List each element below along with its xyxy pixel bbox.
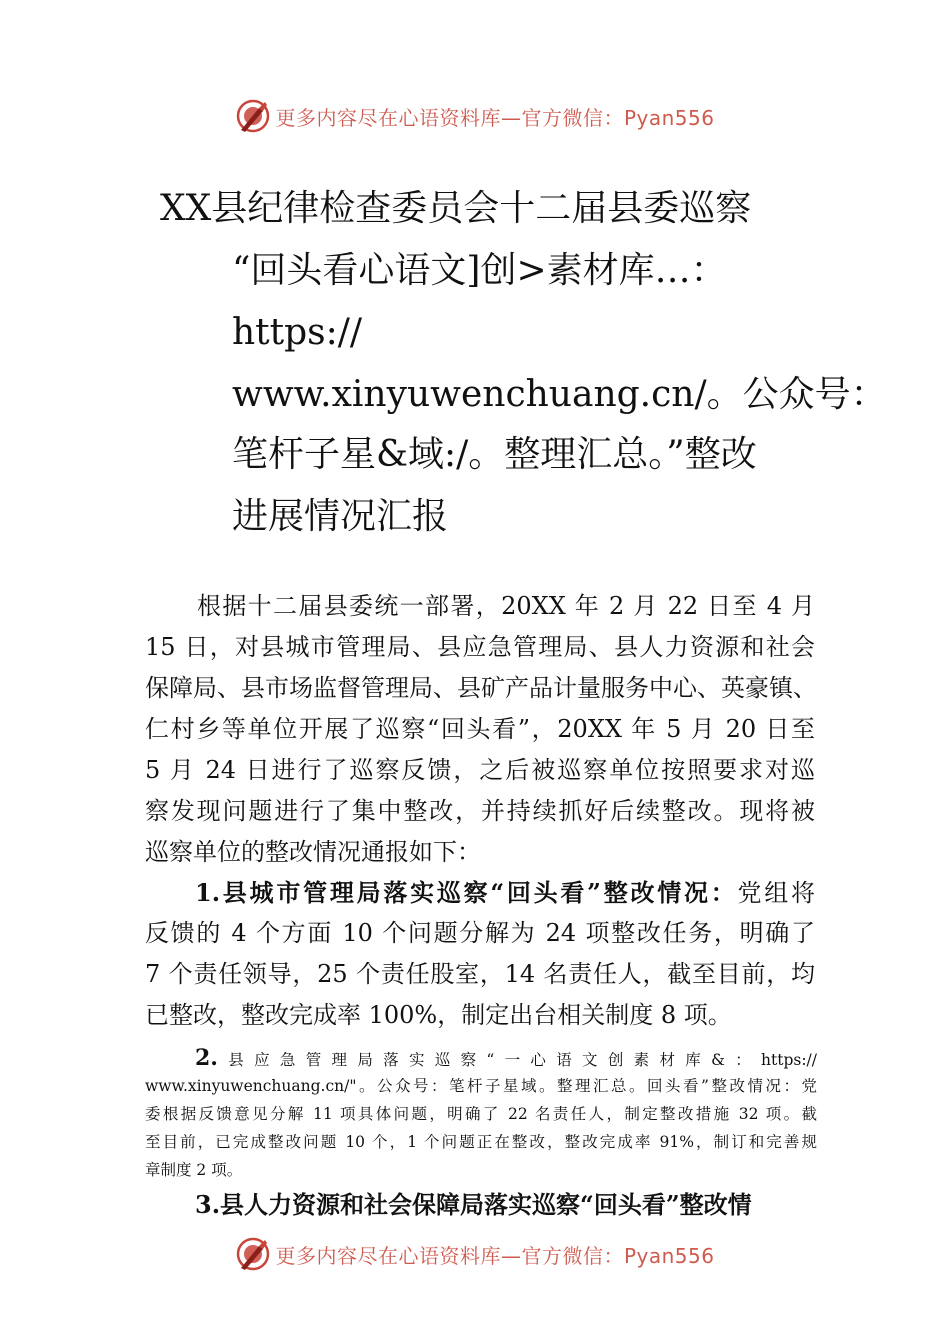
intro-paragraph <box>145 586 815 873</box>
item-1-paragraph <box>145 872 815 1036</box>
text-line: 仁村乡等单位开展了巡察“回头看”，20XX 年 5 月 20 日至 <box>145 715 815 743</box>
banner-text: 更多内容尽在心语资料库—官方微信：Pyan556 <box>275 1243 715 1268</box>
text-line: 根据十二届县委统一部署，20XX 年 2 月 22 日至 4 月 <box>197 592 815 620</box>
footer-banner <box>0 1234 950 1274</box>
title-line: www.xinyuwenchuang.cn/。公众号： <box>232 374 887 415</box>
text-line: 5 月 24 日进行了巡察反馈，之后被巡察单位按照要求对巡 <box>145 756 815 784</box>
title-line: https:// <box>232 312 363 353</box>
item-2-paragraph <box>145 1044 817 1184</box>
text-line: 15 日，对县城市管理局、县应急管理局、县人力资源和社会 <box>145 633 815 661</box>
text-line: 至目前，已完成整改问题 10 个，1 个问题正在整改，整改完成率 91%，制订和完善规 <box>145 1133 817 1151</box>
title-line: “回头看心语文]创>素材库…： <box>232 250 727 291</box>
text-line: 已整改，整改完成率 100%，制定出台相关制度 8 项。 <box>145 1001 732 1029</box>
text-line: 保障局、县市场监督管理局、县矿产品计量服务中心、英豪镇、 <box>145 674 817 702</box>
item-2-first-line <box>145 1044 817 1072</box>
header-banner <box>0 96 950 136</box>
brush-logo-icon <box>235 1236 271 1272</box>
text-line: 7 个责任领导，25 个责任股室，14 名责任人，截至目前，均 <box>145 960 815 988</box>
text-line: 察发现问题进行了集中整改，并持续抓好后续整改。现将被 <box>145 797 815 825</box>
banner-text: 更多内容尽在心语资料库—官方微信：Pyan556 <box>275 105 715 130</box>
brush-logo-icon <box>235 98 271 134</box>
title-line: 进展情况汇报 <box>232 496 449 537</box>
item-1-first-line <box>145 872 815 913</box>
title-line: XX县纪律检查委员会十二届县委巡察 <box>160 188 752 229</box>
item-1-heading: 1.县城市管理局落实巡察“回头看”整改情况： <box>195 878 738 907</box>
title-line: 笔杆子星&域:/。整理汇总。”整改 <box>232 434 757 475</box>
item-1-first-rest: 党组将 <box>737 879 815 907</box>
text-line: 反馈的 4 个方面 10 个问题分解为 24 项整改任务，明确了 <box>145 919 815 947</box>
item-2-number: 2. <box>195 1045 218 1071</box>
text-line: www.xinyuwenchuang.cn/"。公众号：笔杆子星域。整理汇总。回头看”整改情况：党 <box>145 1077 817 1095</box>
text-line: 章制度 2 项。 <box>145 1161 243 1179</box>
text-line: 巡察单位的整改情况通报如下： <box>145 838 481 866</box>
text-line: 委根据反馈意见分解 11 项具体问题，明确了 22 名责任人，制定整改措施 32 项。截 <box>145 1105 817 1123</box>
item-3-heading: 3.县人力资源和社会保障局落实巡察“回头看”整改情 <box>195 1190 752 1219</box>
text-line: 县应急管理局落实巡察“一心语文创素材库&：https:// <box>217 1051 817 1069</box>
